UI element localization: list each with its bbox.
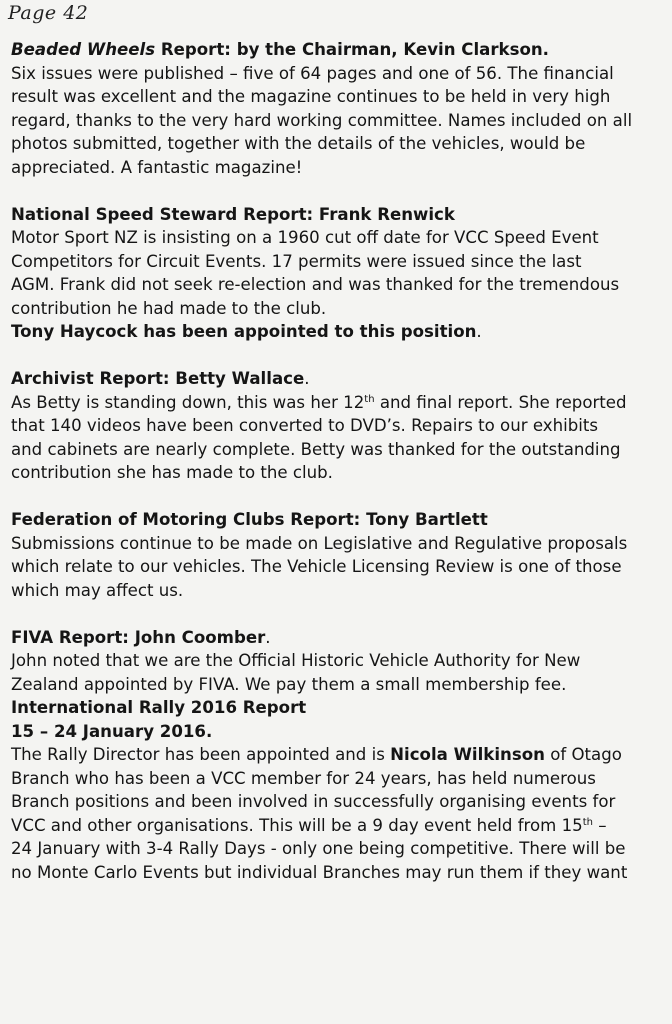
line-text: – xyxy=(592,815,607,835)
heading-text: Archivist Report: Betty Wallace xyxy=(11,369,305,388)
rally-dates: 15 – 24 January 2016. xyxy=(11,721,213,741)
heading-rest: Report: by the Chairman, Kevin Clarkson. xyxy=(155,40,549,59)
paragraph-line xyxy=(11,391,667,415)
paragraph-line: Motor Sport NZ is insisting on a 1960 cut off date for VCC Speed Event xyxy=(11,228,599,247)
paragraph-line: 24 January with 3-4 Rally Days - only one being competitive. There will be xyxy=(11,839,626,858)
appointment-line xyxy=(11,320,667,344)
section-heading: Federation of Motoring Clubs Report: Tony Bartlett xyxy=(11,510,488,529)
director-name: Nicola Wilkinson xyxy=(390,745,545,764)
handwritten-page-number: Page 42 xyxy=(8,2,89,24)
line-text: As Betty is standing down, this was her 12 xyxy=(11,392,365,412)
heading-period: . xyxy=(304,369,310,388)
beaded-wheels-report xyxy=(11,38,667,179)
section-heading xyxy=(11,626,667,650)
paragraph-line: which may affect us. xyxy=(11,580,184,600)
paragraph-line: AGM. Frank did not seek re-election and was thanked for the tremendous xyxy=(11,275,620,294)
heading-italic-part: Beaded Wheels xyxy=(11,40,156,59)
paragraph-line: contribution he had made to the club. xyxy=(11,298,327,318)
paragraph-line xyxy=(11,743,667,767)
section-heading xyxy=(11,38,667,62)
paragraph-line: that 140 videos have been converted to DVD’s. Repairs to our exhibits xyxy=(11,416,598,435)
paragraph-line: appreciated. A fantastic magazine! xyxy=(11,157,303,177)
paragraph-line: result was excellent and the magazine continues to be held in very high xyxy=(11,87,611,106)
paragraph-line: and cabinets are nearly complete. Betty was thanked for the outstanding xyxy=(11,439,621,459)
paragraph-line: Branch who has been a VCC member for 24 years, has held numerous xyxy=(11,768,596,788)
paragraph-line: Branch positions and been involved in successfully organising events for xyxy=(11,792,616,811)
line-text: and final report. She reported xyxy=(374,392,627,412)
paragraph-line: John noted that we are the Official Historic Vehicle Authority for New xyxy=(11,651,581,670)
heading-rest: : John Coomber xyxy=(122,627,266,647)
paragraph-line: Submissions continue to be made on Legislative and Regulative proposals xyxy=(11,533,628,553)
line-text: of Otago xyxy=(544,745,622,764)
heading-bold-part: FIVA Report xyxy=(11,627,123,647)
paragraph-line: Competitors for Circuit Events. 17 permits were issued since the last xyxy=(11,251,582,271)
archivist-report xyxy=(11,367,667,485)
paragraph-line: which relate to our vehicles. The Vehicle Licensing Review is one of those xyxy=(11,557,622,576)
rally-heading: International Rally 2016 Report xyxy=(11,698,307,717)
superscript: th xyxy=(364,393,375,405)
paragraph-line: contribution she has made to the club. xyxy=(11,463,333,482)
section-heading xyxy=(11,367,667,391)
paragraph-line xyxy=(11,814,667,838)
federation-report xyxy=(11,508,667,602)
line-text: The Rally Director has been appointed and is xyxy=(11,745,391,764)
section-heading: National Speed Steward Report: Frank Renwick xyxy=(11,204,455,224)
paragraph-line: photos submitted, together with the details of the vehicles, would be xyxy=(11,134,586,153)
superscript: th xyxy=(582,816,593,828)
fiva-and-rally-report xyxy=(11,626,667,885)
line-text: VCC and other organisations. This will be a 9 day event held from 15 xyxy=(11,815,583,835)
document-body xyxy=(11,38,667,884)
paragraph-line: Six issues were published – five of 64 pages and one of 56. The financial xyxy=(11,63,614,83)
paragraph-line: no Monte Carlo Events but individual Branches may run them if they want xyxy=(11,862,628,882)
appointment-text: Tony Haycock has been appointed to this position xyxy=(11,322,477,341)
heading-period: . xyxy=(265,627,271,647)
appointment-period: . xyxy=(476,322,482,341)
paragraph-line: regard, thanks to the very hard working committee. Names included on all xyxy=(11,110,633,130)
speed-steward-report xyxy=(11,203,667,344)
paragraph-line: Zealand appointed by FIVA. We pay them a small membership fee. xyxy=(11,674,567,694)
